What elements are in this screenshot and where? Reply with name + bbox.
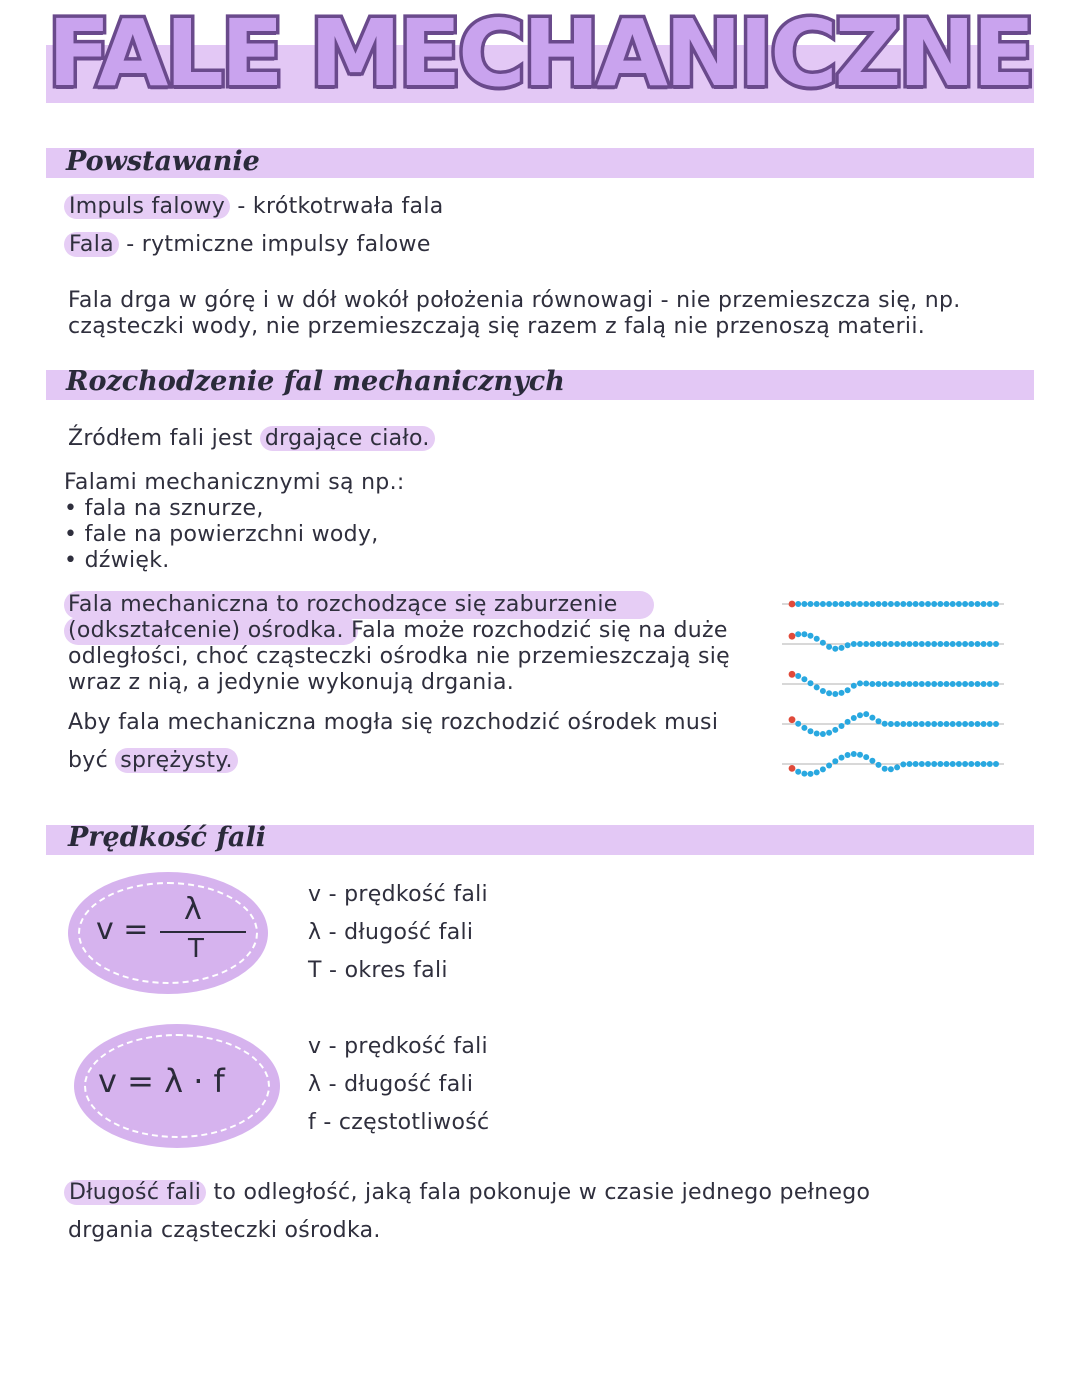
medium-bead [882,681,888,687]
section-heading-rozchodzenie: Rozchodzenie fal mechanicznych [66,366,565,397]
medium-bead [944,601,950,607]
medium-bead [950,721,956,727]
medium-bead [894,721,900,727]
medium-bead [826,601,832,607]
medium-bead [937,721,943,727]
medium-bead [950,761,956,767]
medium-bead [820,601,826,607]
medium-bead [962,681,968,687]
medium-bead [937,681,943,687]
medium-bead [863,754,869,760]
medium-bead [894,764,900,770]
medium-bead [863,681,869,687]
medium-bead [913,601,919,607]
medium-bead [820,766,826,772]
medium-bead [888,641,894,647]
medium-bead [894,641,900,647]
medium-bead [987,761,993,767]
medium-bead [839,601,845,607]
medium-bead [795,631,801,637]
formula1-denominator: T [188,934,204,964]
medium-bead [795,769,801,775]
wavelength-line2: drgania cząsteczki ośrodka. [68,1218,381,1243]
medium-bead [931,601,937,607]
medium-bead [944,761,950,767]
medium-bead [975,761,981,767]
medium-bead [869,641,875,647]
medium-bead [937,641,943,647]
source-bead [789,765,796,772]
source-line [68,426,435,452]
medium-bead [962,761,968,767]
medium-bead [826,730,832,736]
medium-bead [869,601,875,607]
medium-bead [826,690,832,696]
medium-bead [851,683,857,689]
medium-bead [968,761,974,767]
medium-bead [876,681,882,687]
legend2-item: v - prędkość fali [308,1034,488,1059]
medium-bead [962,641,968,647]
medium-bead [888,766,894,772]
wavelength-definition: to odległość, jaką fala pokonuje w czasie jednego pełnego [206,1180,871,1205]
medium-bead [907,721,913,727]
medium-bead [987,601,993,607]
medium-bead [801,771,807,777]
medium-bead [845,642,851,648]
medium-bead [944,681,950,687]
medium-bead [826,763,832,769]
medium-bead [981,601,987,607]
medium-bead [882,601,888,607]
medium-bead [814,731,820,737]
medium-bead [820,688,826,694]
impuls-line [64,194,444,220]
medium-bead [851,641,857,647]
medium-bead [956,761,962,767]
medium-bead [981,641,987,647]
medium-bead [900,681,906,687]
medium-bead [925,721,931,727]
medium-bead [907,641,913,647]
medium-bead [925,761,931,767]
medium-bead [993,721,999,727]
medium-bead [808,680,814,686]
medium-bead [851,715,857,721]
medium-bead [845,752,851,758]
formula2-expression: v = λ · f [98,1062,225,1100]
medium-bead [876,718,882,724]
medium-bead [919,641,925,647]
source-bead [789,601,796,608]
medium-bead [869,758,875,764]
examples-intro: Falami mechanicznymi są np.: [64,470,405,495]
medium-bead [944,641,950,647]
definition-line3: odległości, choć cząsteczki ośrodka nie przemieszczają się [68,644,730,669]
elastic-line2 [68,748,238,774]
medium-bead [839,645,845,651]
section-heading-predkosc: Prędkość fali [68,822,266,853]
medium-bead [950,641,956,647]
medium-bead [839,755,845,761]
medium-bead [851,751,857,757]
medium-bead [968,681,974,687]
medium-bead [900,721,906,727]
medium-bead [975,681,981,687]
medium-bead [913,761,919,767]
medium-bead [900,601,906,607]
impuls-term: Impuls falowy [64,194,230,219]
medium-bead [832,691,838,697]
medium-bead [981,681,987,687]
medium-bead [832,601,838,607]
definition-term-end: (odkształcenie) ośrodka. [68,618,344,643]
medium-bead [968,721,974,727]
medium-bead [888,721,894,727]
medium-bead [832,758,838,764]
medium-bead [944,721,950,727]
medium-bead [931,641,937,647]
medium-bead [882,721,888,727]
medium-bead [962,721,968,727]
oscillation-para-line2: cząsteczki wody, nie przemieszczają się razem z falą nie przenoszą materii. [68,314,926,339]
medium-bead [839,690,845,696]
medium-bead [894,601,900,607]
medium-bead [876,762,882,768]
medium-bead [857,712,863,718]
medium-bead [857,680,863,686]
medium-bead [993,681,999,687]
medium-bead [931,721,937,727]
medium-bead [801,631,807,637]
medium-bead [863,641,869,647]
medium-bead [987,721,993,727]
medium-bead [956,601,962,607]
medium-bead [913,681,919,687]
section-heading-powstawanie: Powstawanie [66,146,260,177]
definition-rest: Fala może rozchodzić się na duże [343,618,728,643]
medium-bead [839,723,845,729]
impuls-definition: - krótkotrwała fala [230,194,444,219]
wavelength-line1 [64,1180,870,1206]
medium-bead [882,766,888,772]
medium-bead [975,641,981,647]
medium-bead [863,711,869,717]
medium-bead [925,681,931,687]
medium-bead [808,601,814,607]
medium-bead [913,721,919,727]
medium-bead [907,761,913,767]
medium-bead [876,601,882,607]
medium-bead [975,721,981,727]
medium-bead [919,601,925,607]
medium-bead [795,673,801,679]
legend1-item: T - okres fali [308,958,448,983]
medium-bead [888,681,894,687]
medium-bead [962,601,968,607]
medium-bead [975,601,981,607]
medium-bead [814,769,820,775]
definition-line2 [68,618,728,644]
medium-bead [814,601,820,607]
medium-bead [968,601,974,607]
medium-bead [900,761,906,767]
medium-bead [851,601,857,607]
legend2-item: λ - długość fali [308,1072,474,1097]
medium-bead [814,636,820,642]
medium-bead [808,728,814,734]
medium-bead [801,601,807,607]
page-title: FALE MECHANICZNE [47,0,1033,107]
medium-bead [888,601,894,607]
medium-bead [956,641,962,647]
medium-bead [801,676,807,682]
legend1-item: v - prędkość fali [308,882,488,907]
example-item: • dźwięk. [64,548,170,573]
oscillation-para-line1: Fala drga w górę i w dół wokół położenia równowagi - nie przemieszcza się, np. [68,288,961,313]
medium-bead [882,641,888,647]
medium-bead [857,641,863,647]
medium-bead [801,725,807,731]
medium-bead [894,681,900,687]
medium-bead [993,601,999,607]
medium-bead [968,641,974,647]
source-bead [789,671,796,678]
medium-bead [808,633,814,639]
elastic-line1: Aby fala mechaniczna mogła się rozchodzić ośrodek musi [68,710,719,735]
definition-line4: wraz z nią, a jedynie wykonują drgania. [68,670,515,695]
example-item: • fala na sznurze, [64,496,264,521]
medium-bead [919,681,925,687]
medium-bead [919,761,925,767]
legend2-item: f - częstotliwość [308,1110,490,1135]
medium-bead [820,731,826,737]
medium-bead [981,761,987,767]
medium-bead [987,641,993,647]
medium-bead [795,721,801,727]
medium-bead [907,681,913,687]
source-bead [789,633,796,640]
medium-bead [931,761,937,767]
medium-bead [814,684,820,690]
medium-bead [900,641,906,647]
formula1-numerator: λ [184,892,202,927]
example-item: • fale na powierzchni wody, [64,522,379,547]
fala-term: Fala [64,232,119,257]
medium-bead [826,644,832,650]
medium-bead [925,641,931,647]
definition-line1: Fala mechaniczna to rozchodzące się zaburzenie [68,592,618,617]
medium-bead [993,761,999,767]
formula1-fraction-line [160,931,246,933]
elastic-pre: być [68,748,116,773]
medium-bead [937,601,943,607]
wavelength-term: Długość fali [64,1180,206,1205]
medium-bead [869,715,875,721]
medium-bead [981,721,987,727]
wave-propagation-beads-icon [782,592,1004,782]
medium-bead [987,681,993,687]
medium-bead [845,687,851,693]
medium-bead [863,601,869,607]
medium-bead [919,721,925,727]
medium-bead [832,727,838,733]
medium-bead [845,719,851,725]
medium-bead [907,601,913,607]
medium-bead [956,721,962,727]
fala-definition: - rytmiczne impulsy falowe [118,232,431,257]
medium-bead [876,641,882,647]
medium-bead [832,646,838,652]
medium-bead [808,771,814,777]
medium-bead [857,752,863,758]
medium-bead [993,641,999,647]
source-bead [789,716,796,723]
medium-bead [820,640,826,646]
medium-bead [913,641,919,647]
medium-bead [956,681,962,687]
medium-bead [931,681,937,687]
source-pre: Źródłem fali jest [68,426,260,451]
medium-bead [925,601,931,607]
fala-line [64,232,431,258]
elastic-term: sprężysty. [115,748,238,773]
source-term: drgające ciało. [260,426,435,451]
formula1-lhs: v = [96,912,149,947]
medium-bead [857,601,863,607]
medium-bead [937,761,943,767]
medium-bead [845,601,851,607]
medium-bead [795,601,801,607]
legend1-item: λ - długość fali [308,920,474,945]
medium-bead [950,681,956,687]
medium-bead [869,681,875,687]
medium-bead [950,601,956,607]
